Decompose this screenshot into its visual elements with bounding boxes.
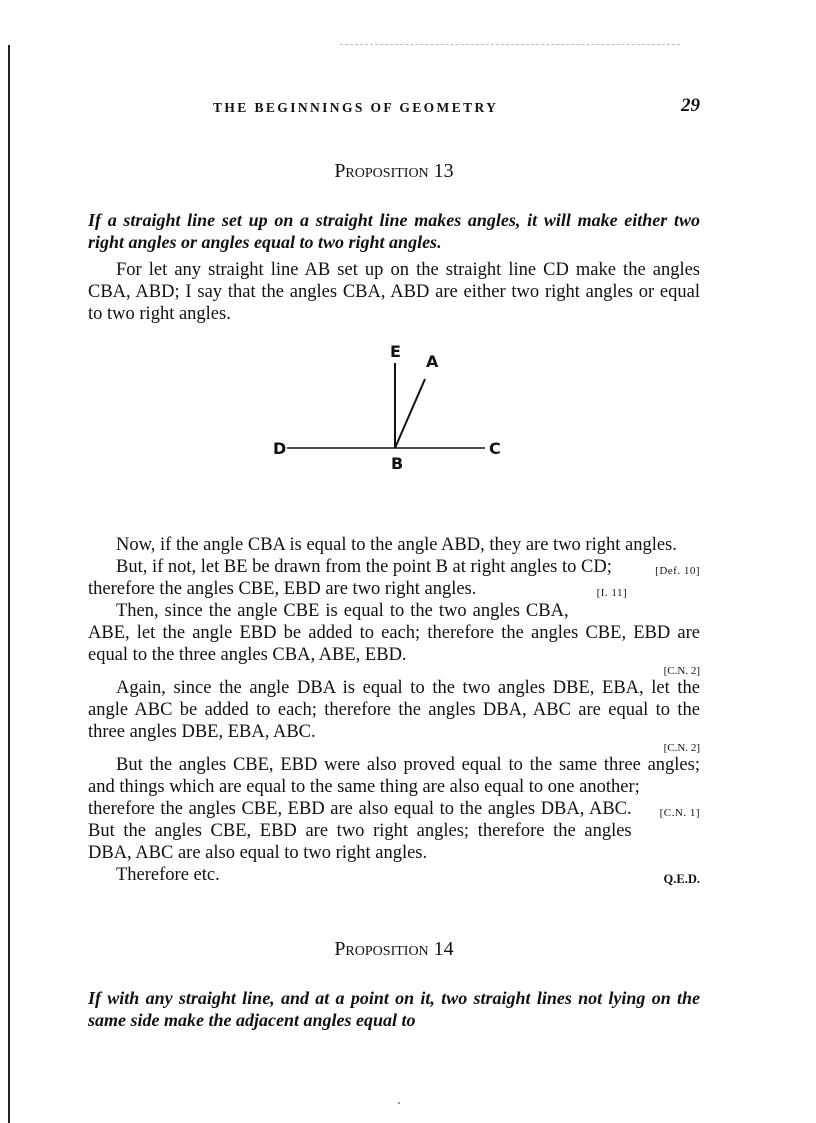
label-C: C <box>489 439 501 458</box>
proof <box>88 534 700 886</box>
proposition-number: 13 <box>433 160 454 182</box>
proposition-13-heading <box>88 160 700 183</box>
reference-cn-1: [C.N. 1] <box>659 807 700 819</box>
figure-diagram <box>263 345 523 475</box>
proof-paragraph-8 <box>88 864 700 886</box>
proof-text-1: Now, if the angle CBA is equal to the angle ABD, they are two right angles. <box>116 535 677 555</box>
proof-paragraph-3: therefore the angles CBE, EBD are two right angles. <box>88 579 477 599</box>
line-BA <box>395 379 425 448</box>
qed-mark: Q.E.D. <box>663 872 700 886</box>
scan-artifact-dot <box>398 1102 400 1104</box>
proposition-number: 14 <box>433 938 454 960</box>
page <box>88 90 700 1037</box>
proof-text-6: But the angles CBE, EBD were also proved equal to the same three angles; and things which are equal to the same thing are also equal to one another; <box>88 755 700 797</box>
geometry-figure <box>88 333 700 528</box>
reference-i-11: [I. 11] <box>596 587 628 599</box>
proposition-word: Proposition <box>334 938 429 960</box>
proof-paragraph-7: therefore the angles CBE, EBD are also equal to the angles DBA, ABC. But the angles CBE, EBD are two right angles; therefore the angles DBA, ABC are also equal to two right angles. <box>88 799 632 863</box>
running-title: THE BEGINNINGS OF GEOMETRY <box>213 100 499 115</box>
label-D: D <box>273 439 287 458</box>
proof-paragraph-4: Then, since the angle CBE is equal to the two angles CBA, ABE, let the angle EBD be added to each; therefore the angles CBE, EBD are equal to the three angles CBA, ABE, EBD. <box>88 601 700 665</box>
setting-out-paragraph: For let any straight line AB set up on the straight line CD make the angles CBA, ABD; I say that the angles CBA, ABD are either two right angles or equal to two right angles. <box>88 260 700 324</box>
reference-def-10: [Def. 10] <box>655 565 700 577</box>
page-number: 29 <box>681 95 700 116</box>
label-E: E <box>390 345 401 361</box>
reference-cn-2-a: [C.N. 2] <box>663 665 700 677</box>
proposition-word: Proposition <box>334 160 429 182</box>
proof-paragraph-6 <box>88 754 700 819</box>
reference-cn-2-b: [C.N. 2] <box>663 742 700 754</box>
conclusion-text: Therefore etc. <box>116 865 220 885</box>
proposition-14-enunciation: If with any straight line, and at a point on it, two straight lines not lying on the same side make the adjacent angles equal to <box>88 988 700 1030</box>
proposition-13-enunciation: If a straight line set up on a straight line makes angles, it will make either two right angles or angles equal to two right angles. <box>88 210 700 252</box>
proof-paragraph-5: Again, since the angle DBA is equal to the two angles DBE, EBA, let the angle ABC be added to each; therefore the angles DBA, ABC are equal to the three angles DBE, EBA, ABC. <box>88 678 700 742</box>
proof-text-2: But, if not, let BE be drawn from the point B at right angles to CD; <box>116 557 612 577</box>
label-B: B <box>391 454 404 473</box>
book-spine-edge <box>8 45 10 1123</box>
label-A: A <box>426 352 439 371</box>
proposition-14-heading <box>88 938 700 961</box>
scan-artifact-line <box>340 44 680 45</box>
running-header <box>88 90 700 130</box>
